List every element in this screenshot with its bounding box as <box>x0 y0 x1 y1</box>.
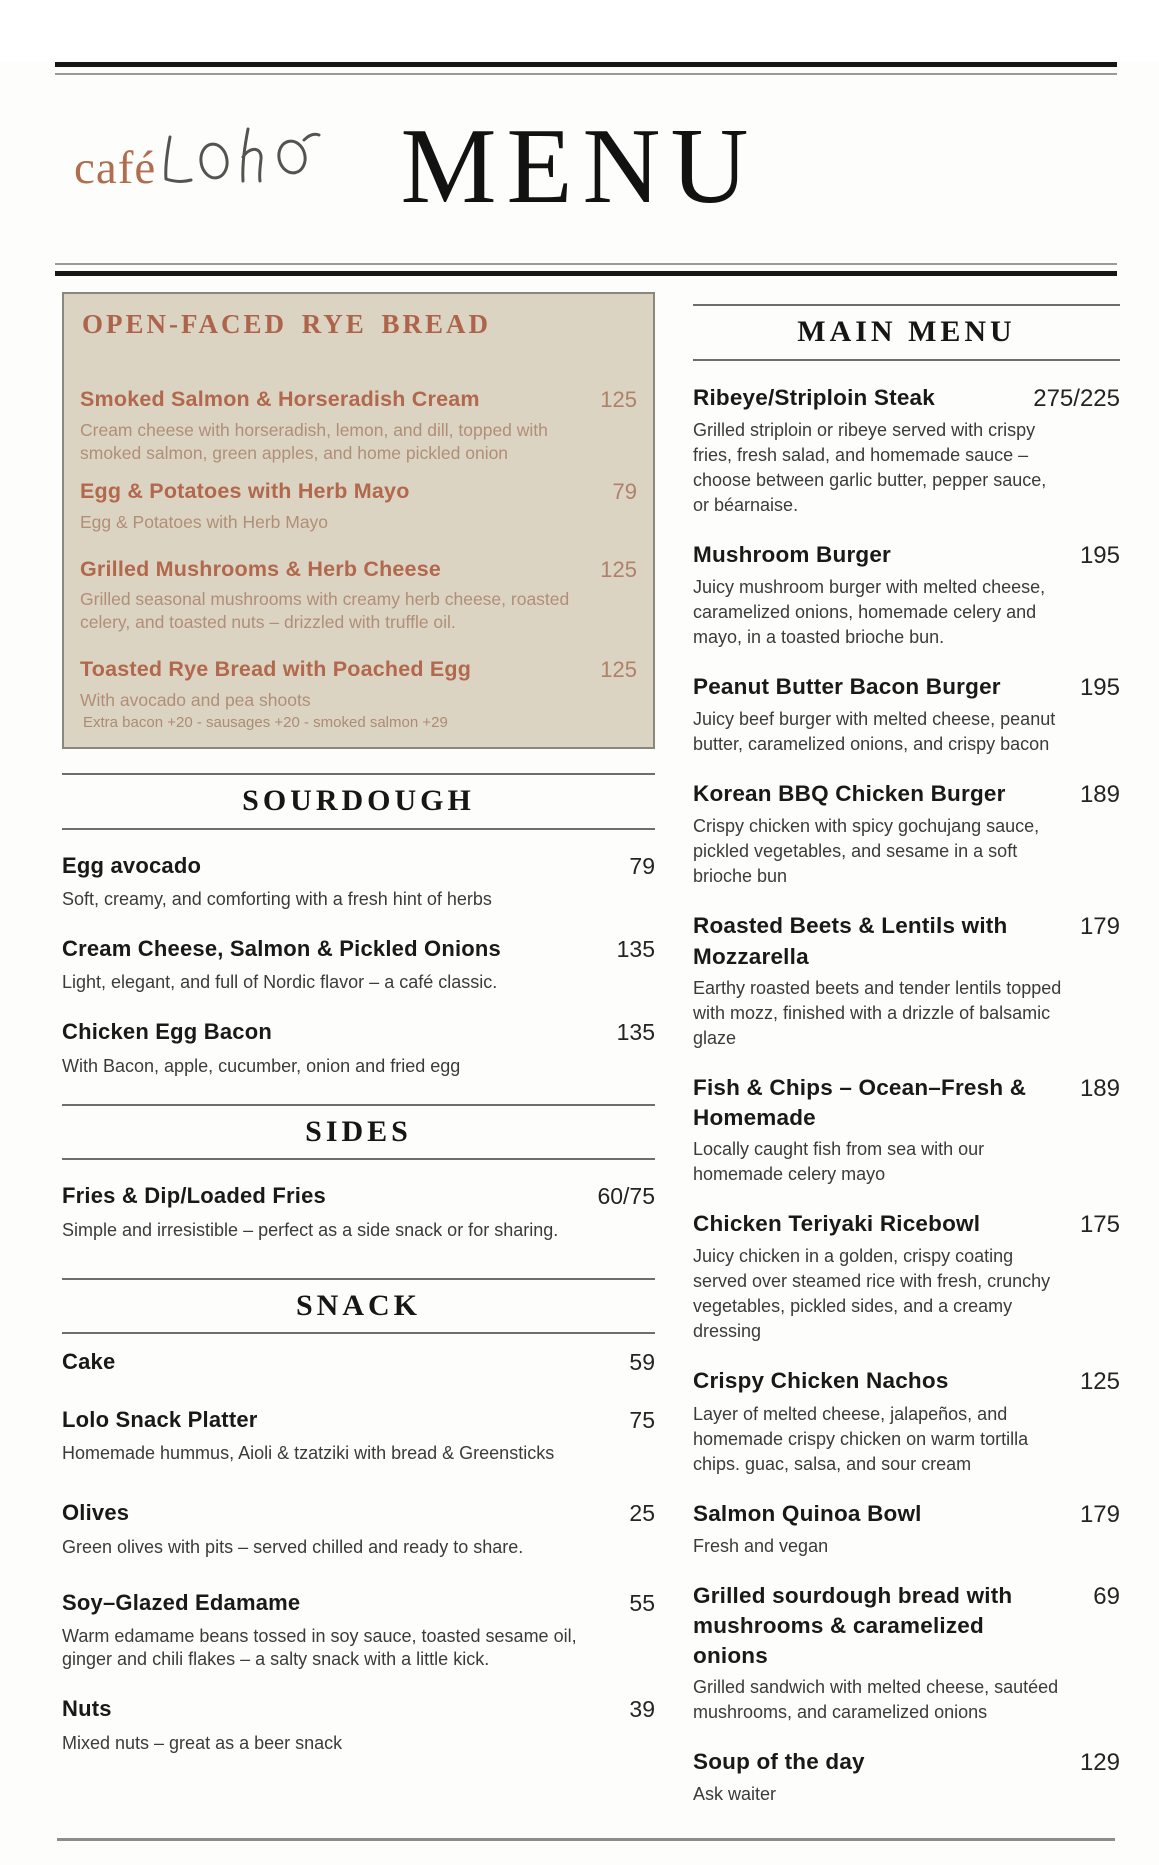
sides-section-heading <box>62 1104 655 1161</box>
top-divider <box>55 62 1117 75</box>
item-header <box>62 1406 655 1435</box>
item-header <box>693 1499 1120 1530</box>
item-name: Olives <box>62 1500 130 1526</box>
item-price: 135 <box>616 935 655 962</box>
menu-item <box>693 911 1120 1050</box>
menu-page <box>0 62 1159 1865</box>
item-description: Grilled sandwich with melted cheese, sautéed mushrooms, and caramelized onions <box>693 1677 1059 1723</box>
item-header <box>693 1073 1120 1133</box>
item-price: 189 <box>1079 1074 1120 1102</box>
item-header <box>80 556 639 585</box>
open-faced-rye-bread-section <box>62 292 655 749</box>
item-price: 125 <box>600 556 637 582</box>
item-description: Ask waiter <box>693 1784 777 1805</box>
item-name: Fries & Dip/Loaded Fries <box>62 1183 326 1209</box>
item-header <box>62 1348 655 1377</box>
item-price: 25 <box>629 1500 655 1527</box>
menu-item <box>62 1348 655 1377</box>
menu-item <box>62 1499 655 1558</box>
item-header <box>693 1747 1120 1778</box>
menu-item <box>693 1581 1120 1725</box>
menu-item <box>80 656 639 733</box>
item-price: 39 <box>629 1696 655 1723</box>
item-name: Lolo Snack Platter <box>62 1406 258 1432</box>
item-header <box>80 386 639 415</box>
item-description: Green olives with pits – served chilled and ready to share. <box>62 1536 524 1557</box>
divider-line-thick <box>55 62 1117 67</box>
item-description: Grilled seasonal mushrooms with creamy herb cheese, roasted celery, and toasted nuts – drizzled with truffle oil. <box>80 589 570 633</box>
item-description: Juicy chicken in a golden, crispy coating served over steamed rice with fresh, crunchy vegetables, pickled sides, and a creamy dressing <box>693 1246 1051 1342</box>
item-price: 60/75 <box>597 1183 655 1210</box>
item-description: Egg & Potatoes with Herb Mayo <box>80 512 329 533</box>
item-description: Simple and irresistible – perfect as a side snack or for sharing. <box>62 1219 559 1240</box>
item-price: 135 <box>616 1019 655 1046</box>
item-price: 175 <box>1079 1211 1120 1239</box>
menu-item <box>693 672 1120 757</box>
item-name: Egg avocado <box>62 852 202 878</box>
item-price: 79 <box>612 479 637 505</box>
item-name: Grilled sourdough bread with mushrooms & caramelized onions <box>693 1582 1013 1669</box>
item-description: Fresh and vegan <box>693 1535 829 1556</box>
page-title: MENU <box>400 107 759 226</box>
item-description: Locally caught fish from sea with our homemade celery mayo <box>693 1139 985 1185</box>
menu-item <box>693 779 1120 889</box>
item-description: Light, elegant, and full of Nordic flavor – a café classic. <box>62 972 498 993</box>
item-price: 129 <box>1079 1749 1120 1777</box>
divider-line-thick <box>55 271 1117 276</box>
handwritten-lolo-icon <box>158 121 334 199</box>
item-name: Chicken Teriyaki Ricebowl <box>693 1211 981 1237</box>
item-name: Toasted Rye Bread with Poached Egg <box>80 656 472 681</box>
menu-item <box>80 556 639 634</box>
item-name: Cream Cheese, Salmon & Pickled Onions <box>62 935 501 961</box>
header <box>0 75 1159 263</box>
snack-section-heading <box>62 1278 655 1335</box>
menu-item <box>62 935 655 994</box>
item-price: 59 <box>629 1349 655 1376</box>
item-price: 79 <box>629 852 655 879</box>
item-description: Earthy roasted beets and tender lentils topped with mozz, finished with a drizzle of balsamic glaze <box>693 977 1062 1048</box>
item-description: Grilled striploin or ribeye served with crispy fries, fresh salad, and homemade sauce – choose between garlic butter, pepper sauce, or béarnaise. <box>693 419 1047 515</box>
menu-item <box>62 1695 655 1754</box>
item-name: Egg & Potatoes with Herb Mayo <box>80 479 410 504</box>
menu-item <box>62 852 655 911</box>
item-header <box>693 383 1120 414</box>
bottom-divider <box>57 1838 1115 1841</box>
menu-item <box>693 1366 1120 1476</box>
item-price: 195 <box>1079 673 1120 701</box>
item-description: Mixed nuts – great as a beer snack <box>62 1732 343 1753</box>
item-price: 69 <box>1093 1582 1120 1610</box>
item-price: 179 <box>1079 913 1120 941</box>
cafe-lolo-logo <box>74 121 334 204</box>
menu-item <box>693 383 1120 518</box>
item-header <box>80 656 639 685</box>
menu-item <box>62 1018 655 1077</box>
section-title: SOURDOUGH <box>242 784 475 818</box>
item-name: Cake <box>62 1349 116 1375</box>
menu-item <box>693 1747 1120 1807</box>
menu-item <box>693 1209 1120 1344</box>
item-name: Peanut Butter Bacon Burger <box>693 673 1001 699</box>
item-name: Soy–Glazed Edamame <box>62 1589 301 1615</box>
item-name: Grilled Mushrooms & Herb Cheese <box>80 556 442 581</box>
menu-item <box>693 1073 1120 1187</box>
item-header <box>693 672 1120 703</box>
item-price: 189 <box>1079 781 1120 809</box>
item-name: Nuts <box>62 1696 112 1722</box>
item-header <box>693 779 1120 810</box>
left-column <box>62 292 655 1755</box>
item-header <box>62 1018 655 1047</box>
item-name: Smoked Salmon & Horseradish Cream <box>80 387 480 412</box>
item-price: 125 <box>600 656 637 682</box>
divider-line-thin <box>55 263 1117 265</box>
item-price: 125 <box>1079 1368 1120 1396</box>
item-name: Korean BBQ Chicken Burger <box>693 781 1006 807</box>
item-price: 275/225 <box>1033 384 1120 412</box>
item-name: Ribeye/Striploin Steak <box>693 384 935 410</box>
item-header <box>62 1695 655 1724</box>
item-header <box>80 478 639 507</box>
item-description: Homemade hummus, Aioli & tzatziki with bread & Greensticks <box>62 1443 555 1464</box>
item-header <box>62 935 655 964</box>
menu-item <box>62 1589 655 1672</box>
sourdough-section-heading <box>62 773 655 830</box>
item-description: Warm edamame beans tossed in soy sauce, toasted sesame oil, ginger and chili flakes – a salty snack with a little kick. <box>62 1626 577 1670</box>
item-header <box>693 1209 1120 1240</box>
item-name: Crispy Chicken Nachos <box>693 1368 949 1394</box>
item-header <box>693 1581 1120 1671</box>
item-extras-note: Extra bacon +20 - sausages +20 - smoked salmon +29 <box>83 714 448 732</box>
menu-item <box>62 1406 655 1465</box>
item-header <box>693 1366 1120 1397</box>
section-title: OPEN-FACED RYE BREAD <box>82 309 492 339</box>
item-description: Cream cheese with horseradish, lemon, and dill, topped with smoked salmon, green apples, and home pickled onion <box>80 419 548 463</box>
item-description: Juicy beef burger with melted cheese, peanut butter, caramelized onions, and crispy bacon <box>693 709 1056 755</box>
item-header <box>62 1182 655 1211</box>
item-name: Mushroom Burger <box>693 541 892 567</box>
item-description: With avocado and pea shoots <box>80 689 311 710</box>
item-price: 179 <box>1079 1500 1120 1528</box>
item-description: Soft, creamy, and comforting with a fresh hint of herbs <box>62 888 492 909</box>
menu-item <box>80 478 639 533</box>
menu-columns <box>62 292 1120 1807</box>
menu-item <box>693 1499 1120 1559</box>
item-price: 125 <box>600 387 637 413</box>
item-description: Crispy chicken with spicy gochujang sauce, pickled vegetables, and sesame in a soft brioche bun <box>693 816 1040 887</box>
main-menu-section-heading <box>693 304 1120 361</box>
item-name: Chicken Egg Bacon <box>62 1019 272 1045</box>
item-description: Juicy mushroom burger with melted cheese, caramelized onions, homemade celery and mayo, in a toasted brioche bun. <box>693 576 1046 647</box>
item-price: 55 <box>629 1589 655 1616</box>
item-name: Fish & Chips – Ocean–Fresh & Homemade <box>693 1074 1027 1130</box>
item-description: With Bacon, apple, cucumber, onion and fried egg <box>62 1055 461 1076</box>
item-header <box>62 852 655 881</box>
item-name: Salmon Quinoa Bowl <box>693 1500 922 1526</box>
item-name: Roasted Beets & Lentils with Mozzarella <box>693 913 1008 969</box>
item-header <box>693 540 1120 571</box>
section-title: SIDES <box>305 1114 412 1148</box>
section-title: MAIN MENU <box>797 315 1016 348</box>
right-column <box>693 292 1120 1807</box>
menu-item <box>62 1182 655 1241</box>
section-title: SNACK <box>295 1288 421 1322</box>
menu-item <box>80 386 639 464</box>
item-price: 75 <box>629 1406 655 1433</box>
item-header <box>693 911 1120 971</box>
item-name: Soup of the day <box>693 1749 865 1775</box>
logo-cafe-text: café <box>74 142 157 194</box>
menu-item <box>693 540 1120 650</box>
item-description: Layer of melted cheese, jalapeños, and homemade crispy chicken on warm tortilla chips. guac, salsa, and sour cream <box>693 1403 1029 1474</box>
header-divider <box>55 263 1117 276</box>
item-header <box>62 1589 655 1618</box>
item-header <box>62 1499 655 1528</box>
item-price: 195 <box>1079 541 1120 569</box>
logo-lolo-script <box>158 121 334 204</box>
